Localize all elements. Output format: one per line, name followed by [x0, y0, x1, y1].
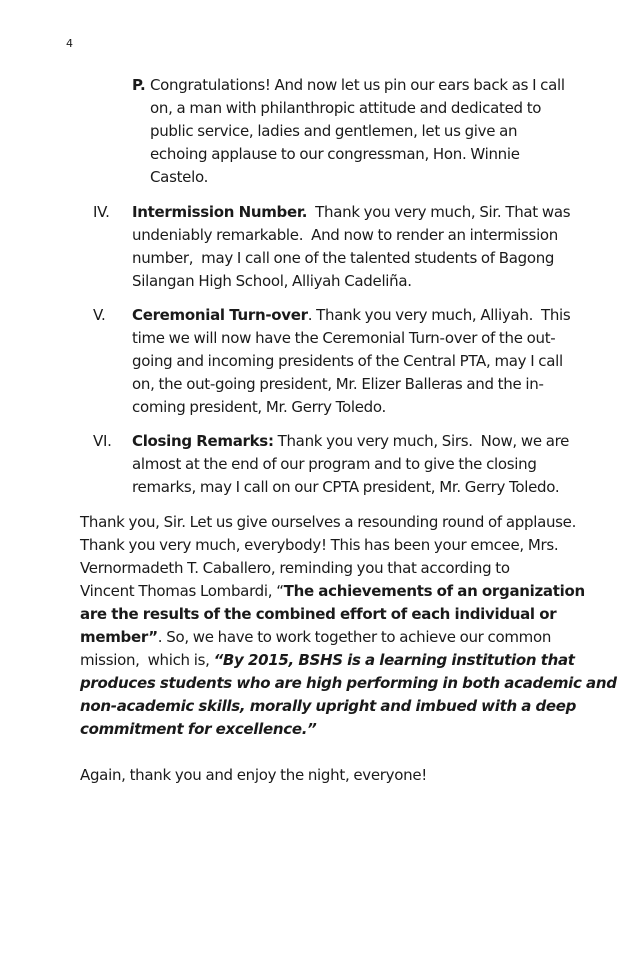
closing-line-4-a: Vincent Thomas Lombardi, “ [80, 582, 284, 600]
closing-line-7-a: mission, which is, [80, 651, 214, 669]
item-vi-title: Closing Remarks: [132, 432, 274, 450]
closing-line-3: Vernormadeth T. Caballero, reminding you that according to [80, 559, 510, 577]
item-vi-line-2: almost at the end of our program and to give the closing [132, 455, 537, 473]
closing-quote-bold-1: The achievements of an organization [283, 582, 585, 600]
item-v-line-3: going and incoming presidents of the Central PTA, may I call [132, 352, 563, 370]
item-iv-title: Intermission Number. [132, 203, 308, 221]
item-v-line-4: on, the out-going president, Mr. Elizer Balleras and the in- [132, 375, 544, 393]
item-v-line-2: time we will now have the Ceremonial Turn-over of the out- [132, 329, 556, 347]
item-v-title: Ceremonial Turn-over [132, 306, 308, 324]
closing-quote-bold-2: are the results of the combined effort of each individual or [80, 605, 557, 623]
closing-line-1: Thank you, Sir. Let us give ourselves a resounding round of applause. [80, 513, 577, 531]
mission-line-3: non-academic skills, morally upright and imbued with a deep [80, 697, 577, 715]
item-iv-line-4: Silangan High School, Alliyah Cadeliña. [132, 272, 412, 290]
page-number: 4 [66, 37, 73, 50]
item-v-line-5: coming president, Mr. Gerry Toledo. [132, 398, 386, 416]
closing-final-line: Again, thank you and enjoy the night, everyone! [80, 766, 427, 784]
closing-line-2: Thank you very much, everybody! This has been your emcee, Mrs. [80, 536, 559, 554]
item-iv-marker: IV. [93, 203, 110, 221]
item-p-line-1: Congratulations! And now let us pin our ears back as I call [150, 76, 565, 94]
item-v-marker: V. [93, 306, 106, 324]
item-vi-line-1-rest: Thank you very much, Sirs. Now, we are [273, 432, 570, 450]
item-p-marker: P. [132, 76, 146, 94]
item-iv-line-1-rest: Thank you very much, Sir. That was [307, 203, 571, 221]
item-p-line-5: Castelo. [150, 168, 209, 186]
mission-line-2: produces students who are high performing in both academic and [80, 674, 617, 692]
item-v-line-1-rest: . Thank you very much, Alliyah. This [307, 306, 571, 324]
item-p-line-4: echoing applause to our congressman, Hon. Winnie [150, 145, 520, 163]
item-vi-marker: VI. [93, 432, 112, 450]
closing-quote-bold-3: member” [80, 628, 158, 646]
item-iv-line-2: undeniably remarkable. And now to render an intermission [132, 226, 559, 244]
item-vi-line-3: remarks, may I call on our CPTA president, Mr. Gerry Toledo. [132, 478, 560, 496]
item-iv-line-3: number, may I call one of the talented students of Bagong [132, 249, 555, 267]
closing-line-6-b: . So, we have to work together to achieve our common [157, 628, 552, 646]
mission-line-4: commitment for excellence.” [80, 720, 317, 738]
mission-line-1: “By 2015, BSHS is a learning institution that [213, 651, 575, 669]
item-p-line-3: public service, ladies and gentlemen, let us give an [150, 122, 518, 140]
item-p-line-2: on, a man with philanthropic attitude and dedicated to [150, 99, 542, 117]
